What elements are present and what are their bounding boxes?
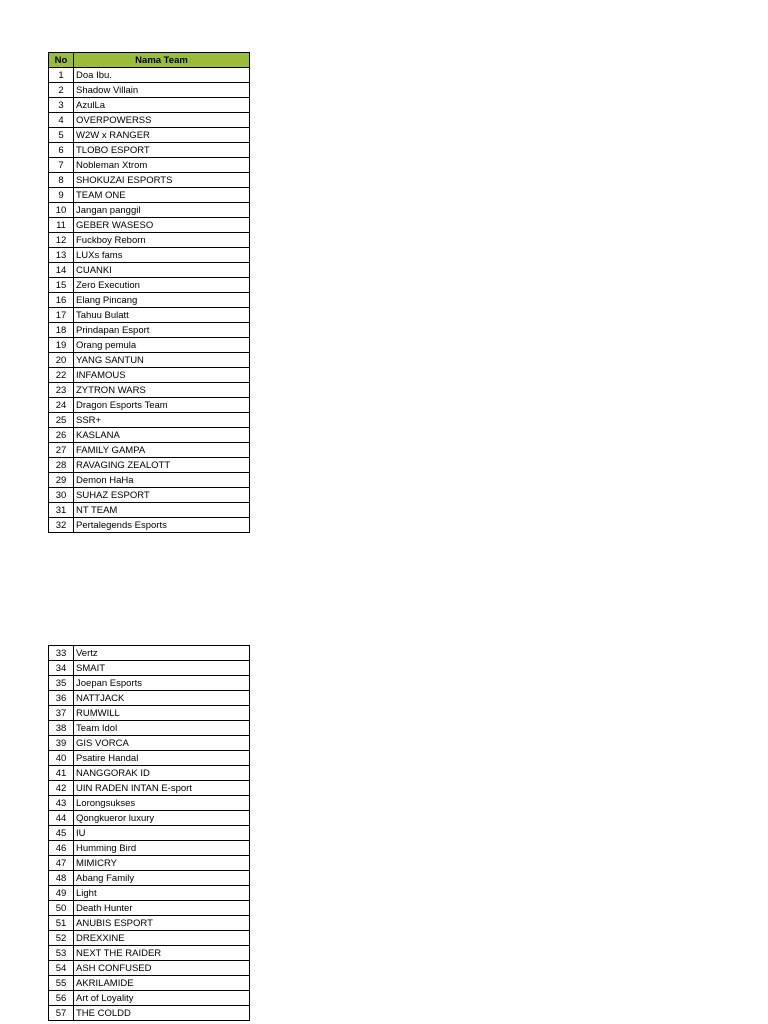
row-number: 24: [49, 398, 74, 413]
team-name: Abang Family: [74, 871, 250, 886]
table-row: [49, 68, 250, 83]
table-row: [49, 338, 250, 353]
row-number: 36: [49, 691, 74, 706]
table-row: [49, 706, 250, 721]
row-number: 10: [49, 203, 74, 218]
row-number: 32: [49, 518, 74, 533]
table-row: [49, 488, 250, 503]
row-number: 44: [49, 811, 74, 826]
row-number: 47: [49, 856, 74, 871]
table-row: [49, 886, 250, 901]
row-number: 38: [49, 721, 74, 736]
team-name: AzulLa: [74, 98, 250, 113]
row-number: 22: [49, 368, 74, 383]
table-row: [49, 736, 250, 751]
table-row: [49, 158, 250, 173]
team-name: AKRILAMIDE: [74, 976, 250, 991]
team-name: Elang Pincang: [74, 293, 250, 308]
row-number: 37: [49, 706, 74, 721]
table-row: [49, 353, 250, 368]
table-row: [49, 901, 250, 916]
table-row: [49, 916, 250, 931]
row-number: 43: [49, 796, 74, 811]
row-number: 6: [49, 143, 74, 158]
row-number: 55: [49, 976, 74, 991]
row-number: 5: [49, 128, 74, 143]
table-row: [49, 263, 250, 278]
team-name: UIN RADEN INTAN E-sport: [74, 781, 250, 796]
table-row: [49, 248, 250, 263]
row-number: 29: [49, 473, 74, 488]
row-number: 13: [49, 248, 74, 263]
table-row: [49, 676, 250, 691]
row-number: 54: [49, 961, 74, 976]
table-row: [49, 503, 250, 518]
row-number: 34: [49, 661, 74, 676]
row-number: 40: [49, 751, 74, 766]
row-number: 28: [49, 458, 74, 473]
team-name: Orang pemula: [74, 338, 250, 353]
team-name: Humming Bird: [74, 841, 250, 856]
row-number: 57: [49, 1006, 74, 1021]
team-name: NATTJACK: [74, 691, 250, 706]
row-number: 4: [49, 113, 74, 128]
table-row: [49, 188, 250, 203]
row-number: 46: [49, 841, 74, 856]
table-row: [49, 1006, 250, 1021]
row-number: 20: [49, 353, 74, 368]
row-number: 35: [49, 676, 74, 691]
row-number: 1: [49, 68, 74, 83]
team-name: SUHAZ ESPORT: [74, 488, 250, 503]
table-row: [49, 293, 250, 308]
team-name: ASH CONFUSED: [74, 961, 250, 976]
team-name: Art of Loyality: [74, 991, 250, 1006]
table-row: [49, 961, 250, 976]
team-name: KASLANA: [74, 428, 250, 443]
row-number: 12: [49, 233, 74, 248]
table-row: [49, 796, 250, 811]
table-row: [49, 83, 250, 98]
row-number: 45: [49, 826, 74, 841]
row-number: 19: [49, 338, 74, 353]
team-name: DREXXINE: [74, 931, 250, 946]
team-name: Doa Ibu.: [74, 68, 250, 83]
table-row: [49, 128, 250, 143]
table-row: [49, 646, 250, 661]
team-name: YANG SANTUN: [74, 353, 250, 368]
team-name: ZYTRON WARS: [74, 383, 250, 398]
table-row: [49, 308, 250, 323]
team-name: Psatire Handal: [74, 751, 250, 766]
row-number: 16: [49, 293, 74, 308]
team-name: Light: [74, 886, 250, 901]
table-row: [49, 278, 250, 293]
row-number: 27: [49, 443, 74, 458]
table-row: [49, 826, 250, 841]
table-row: [49, 518, 250, 533]
row-number: 3: [49, 98, 74, 113]
row-number: 25: [49, 413, 74, 428]
team-name: NEXT THE RAIDER: [74, 946, 250, 961]
row-number: 52: [49, 931, 74, 946]
table-row: [49, 383, 250, 398]
team-name: Lorongsukses: [74, 796, 250, 811]
header-team-name: Nama Team: [74, 53, 250, 68]
team-name: RAVAGING ZEALOTT: [74, 458, 250, 473]
table-row: [49, 841, 250, 856]
team-name: W2W x RANGER: [74, 128, 250, 143]
team-table-1: [48, 52, 250, 533]
team-name: Shadow Villain: [74, 83, 250, 98]
row-number: 53: [49, 946, 74, 961]
team-name: GEBER WASESO: [74, 218, 250, 233]
team-name: Jangan panggil: [74, 203, 250, 218]
team-table-2: [48, 645, 250, 1021]
team-name: TEAM ONE: [74, 188, 250, 203]
row-number: 11: [49, 218, 74, 233]
table-row: [49, 871, 250, 886]
row-number: 41: [49, 766, 74, 781]
team-name: TLOBO ESPORT: [74, 143, 250, 158]
team-name: Dragon Esports Team: [74, 398, 250, 413]
header-no: No: [49, 53, 74, 68]
row-number: 8: [49, 173, 74, 188]
table-row: [49, 233, 250, 248]
row-number: 26: [49, 428, 74, 443]
team-name: Demon HaHa: [74, 473, 250, 488]
table-row: [49, 458, 250, 473]
table-row: [49, 203, 250, 218]
table-row: [49, 811, 250, 826]
row-number: 39: [49, 736, 74, 751]
table-row: [49, 398, 250, 413]
table-row: [49, 218, 250, 233]
row-number: 7: [49, 158, 74, 173]
team-name: Qongkueror luxury: [74, 811, 250, 826]
team-name: GIS VORCA: [74, 736, 250, 751]
team-name: SSR+: [74, 413, 250, 428]
team-name: Team Idol: [74, 721, 250, 736]
table-row: [49, 113, 250, 128]
team-name: SMAIT: [74, 661, 250, 676]
team-name: Prindapan Esport: [74, 323, 250, 338]
team-name: MIMICRY: [74, 856, 250, 871]
team-name: Zero Execution: [74, 278, 250, 293]
row-number: 56: [49, 991, 74, 1006]
row-number: 15: [49, 278, 74, 293]
team-name: Nobleman Xtrom: [74, 158, 250, 173]
row-number: 33: [49, 646, 74, 661]
team-name: Joepan Esports: [74, 676, 250, 691]
table-row: [49, 443, 250, 458]
team-name: Fuckboy Reborn: [74, 233, 250, 248]
table-row: [49, 976, 250, 991]
team-name: NANGGORAK ID: [74, 766, 250, 781]
table-row: [49, 143, 250, 158]
table-row: [49, 98, 250, 113]
team-name: Tahuu Bulatt: [74, 308, 250, 323]
team-name: NT TEAM: [74, 503, 250, 518]
team-name: IU: [74, 826, 250, 841]
row-number: 18: [49, 323, 74, 338]
team-name: SHOKUZAI ESPORTS: [74, 173, 250, 188]
team-name: CUANKI: [74, 263, 250, 278]
team-name: FAMILY GAMPA: [74, 443, 250, 458]
team-name: Vertz: [74, 646, 250, 661]
team-name: Death Hunter: [74, 901, 250, 916]
row-number: 23: [49, 383, 74, 398]
table-row: [49, 473, 250, 488]
row-number: 2: [49, 83, 74, 98]
team-name: OVERPOWERSS: [74, 113, 250, 128]
team-name: INFAMOUS: [74, 368, 250, 383]
team-name: THE COLDD: [74, 1006, 250, 1021]
row-number: 42: [49, 781, 74, 796]
table-row: [49, 323, 250, 338]
team-name: ANUBIS ESPORT: [74, 916, 250, 931]
row-number: 30: [49, 488, 74, 503]
table-header-row: [49, 53, 250, 68]
row-number: 51: [49, 916, 74, 931]
table-row: [49, 428, 250, 443]
table-row: [49, 691, 250, 706]
row-number: 17: [49, 308, 74, 323]
team-name: RUMWILL: [74, 706, 250, 721]
table-row: [49, 991, 250, 1006]
table-row: [49, 661, 250, 676]
row-number: 14: [49, 263, 74, 278]
table-row: [49, 856, 250, 871]
row-number: 9: [49, 188, 74, 203]
table-row: [49, 931, 250, 946]
table-row: [49, 781, 250, 796]
table-row: [49, 721, 250, 736]
table-row: [49, 766, 250, 781]
team-name: Pertalegends Esports: [74, 518, 250, 533]
row-number: 50: [49, 901, 74, 916]
row-number: 48: [49, 871, 74, 886]
table-row: [49, 751, 250, 766]
row-number: 49: [49, 886, 74, 901]
row-number: 31: [49, 503, 74, 518]
table-row: [49, 368, 250, 383]
team-name: LUXs fams: [74, 248, 250, 263]
table-row: [49, 173, 250, 188]
table-row: [49, 946, 250, 961]
table-row: [49, 413, 250, 428]
